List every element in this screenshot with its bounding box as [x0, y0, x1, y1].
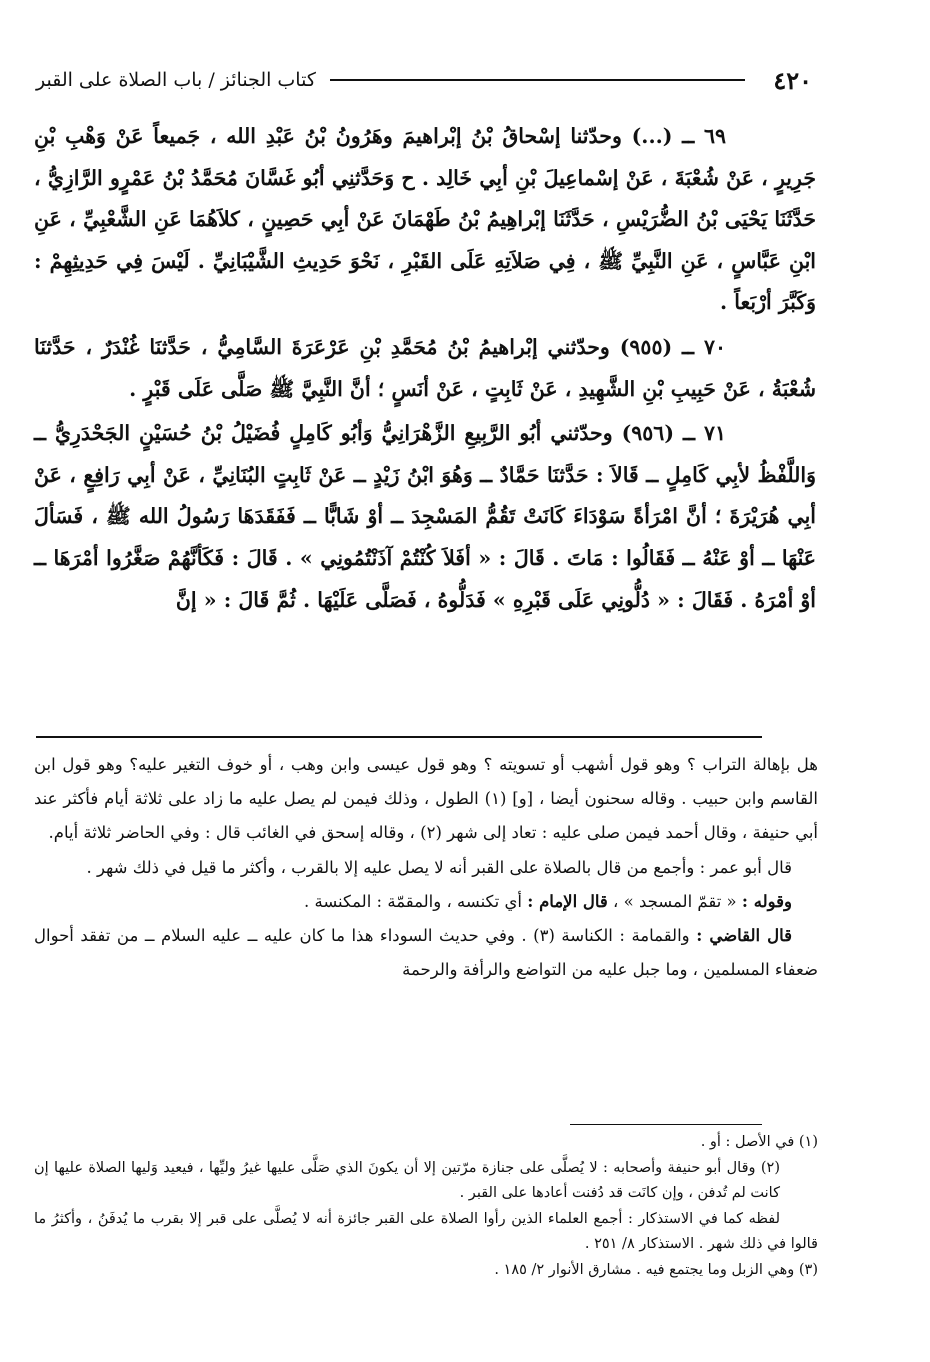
- commentary-paragraph: [34, 885, 818, 919]
- header-rule: [330, 79, 745, 81]
- footnote-2-continued: لفظه كما في الاستذكار : أجمع العلماء الذين رأوا الصلاة على القبر جائزة أنه لا يُصلَّى على قبر إلا بقرب ما يُدفَنُ ، وأكثرُ ما قالوا في ذلك شهر . الاستذكار ٨/ ٢٥١ .: [34, 1210, 818, 1253]
- hadith-text: [34, 116, 816, 621]
- hadith-70: ٧٠ ــ (٩٥٥) وحدّثني إبْراهيمُ بْنُ مُحَمَّدِ بْنِ عَرْعَرَةَ السَّامِيُّ ، حَدَّثنَا غُنْدَرٌ ، حَدَّثنَا شُعْبَةُ ، عَنْ حَبِيبِ بْنِ الشَّهِيدِ ، عَنْ ثَابِتٍ ، عَنْ أنَسٍ ؛ أنَّ النَّبِيَّ ﷺ صَلَّى عَلَى قَبْرٍ .: [34, 334, 816, 401]
- commentary-label: قال القاضي :: [696, 926, 793, 946]
- running-title: كتاب الجنائز / باب الصلاة على القبر: [36, 69, 316, 91]
- footnote-3: (٣) وهي الزبل وما يجتمع فيه . مشارق الأنوار ٢/ ١٨٥ .: [494, 1261, 818, 1278]
- commentary-label: قال الإمام :: [527, 891, 608, 911]
- hadith-71: ٧١ ــ (٩٥٦) وحدّثني أبُو الرَّبِيعِ الزَّهْرَانِيُّ وَأبُو كَامِلٍ فُضَيْلُ بْنُ حُسَيْنٍ الجَحْدَرِيُّ ــ وَاللَّفْظُ لأبِي كَامِلٍ ــ قَالاَ : حَدَّثنَا حَمَّادٌ ــ وَهُوَ ابْنُ زَيْدٍ ــ عَنْ ثَابِتٍ البُنَانِيِّ ، عَنْ أبِي رَافِعٍ ، عَنْ أبِي هُرَيْرَةَ ؛ أنَّ امْرَأةً سَوْدَاءَ كَانَتْ تَقُمُّ المَسْجِدَ ــ أوْ شَابًّا ــ فَفَقَدَهَا رَسُولُ الله ﷺ ، فَسَألَ عَنْهَا ــ أوْ عَنْهُ ــ فَقَالُوا : مَاتَ . قَالَ : « أفَلاَ كُنْتُمْ آذَنْتُمُونِي » . قَالَ : فَكَأنَّهُمْ صَغَّرُوا أمْرَهَا ــ أوْ أمْرَهُ . فَقَالَ : « دُلُّونِي عَلَى قَبْرِهِ » فَدَلُّوهُ ، فَصَلَّى عَلَيْهَا . ثُمَّ قَالَ : « إنَّ: [34, 421, 816, 612]
- footnote-2: (٢) وقال أبو حنيفة وأصحابه : لا يُصلَّى على جنازة مرّتين إلا أن يكونَ الذي صَلَّى عليها غيرُ وليِّها ، فيعيد وَليها الصلاة عليها إن كانت لم تُدفن ، وإن كانَت قد دُفنت أعادها على القبر .: [34, 1159, 780, 1202]
- footnote-separator: [570, 1124, 762, 1125]
- hadith-69: ٦٩ ــ (...) وحدّثنا إسْحاقُ بْنُ إبْراهيمَ وهَرُونُ بْنُ عَبْدِ الله ، جَميعاً عَنْ وَهْبِ بْنِ جَرِيرٍ ، عَنْ شُعْبَةَ ، عَنْ إسْماعِيلَ بْنِ أبِي خَالِد . ح وَحَدَّثنِي أبُو غَسَّانَ مُحَمَّدُ بْنُ عَمْرٍو الرَّازِيُّ ، حَدَّثَنَا يَحْيَى بْنُ الضُّرَيْسِ ، حَدَّثَنَا إبْراهِيمُ بْنُ طَهْمَانَ عَنْ أبِي حَصِينٍ ، كلاَهُمَا عَنِ الشَّعْبِيِّ ، عَنِ ابْنِ عَبَّاسٍ ، عَنِ النَّبِيِّ ﷺ ، فِي صَلاَتِهِ عَلَى القَبْرِ ، نَحْوَ حَدِيثِ الشَّيْبَانِيِّ . لَيْسَ فِي حَدِيثِهِمْ : وَكَبَّرَ أرْبَعاً .: [34, 124, 816, 315]
- commentary-paragraph: قال أبو عمر : وأجمع من قال بالصلاة على القبر أنه لا يصل عليه إلا بالقرب ، وأكثر ما قيل في ذلك شهر .: [86, 857, 792, 877]
- commentary-text: والقمامة : الكناسة (٣) . وفي حديث السوداء هذا ما كان عليه ــ عليه السلام ــ من تفقد أحوال ضعفاء المسلمين ، وما جبل عليه من التواضع والرأفة والرحمة: [34, 926, 818, 980]
- commentary-label: وقوله :: [741, 891, 792, 911]
- commentary-paragraph: [34, 919, 818, 987]
- footnotes: [34, 1130, 818, 1284]
- commentary-text: أي تكنسه ، والمقمّة : المكنسة .: [304, 891, 528, 911]
- commentary-separator: [36, 736, 762, 738]
- commentary-paragraph: هل بإهالة التراب ؟ وهو قول أشهب أو تسويته ؟ وهو قول عيسى وابن وهب ، أو خوف التغير عليه؟ وهو قول ابن القاسم وابن حبيب . وقاله سحنون أيضا ، [و] (١) الطول ، وذلك فيمن لم يصل عليه ما زاد على ثلاثة أيام فأكثر عند أبي حنيفة ، وقال أحمد فيمن صلى عليه : تعاد إلى شهر (٢) ، وقاله إسحق في الغائب قال : وفي الحاضر ثلاثة أيام.: [34, 755, 818, 843]
- commentary: [34, 748, 818, 987]
- footnote-1: (١) في الأصل : أو .: [700, 1134, 818, 1150]
- page-number: ٤٢٠: [773, 65, 812, 95]
- page-header: [36, 62, 812, 98]
- commentary-text: « تقمّ المسجد » ،: [607, 891, 742, 911]
